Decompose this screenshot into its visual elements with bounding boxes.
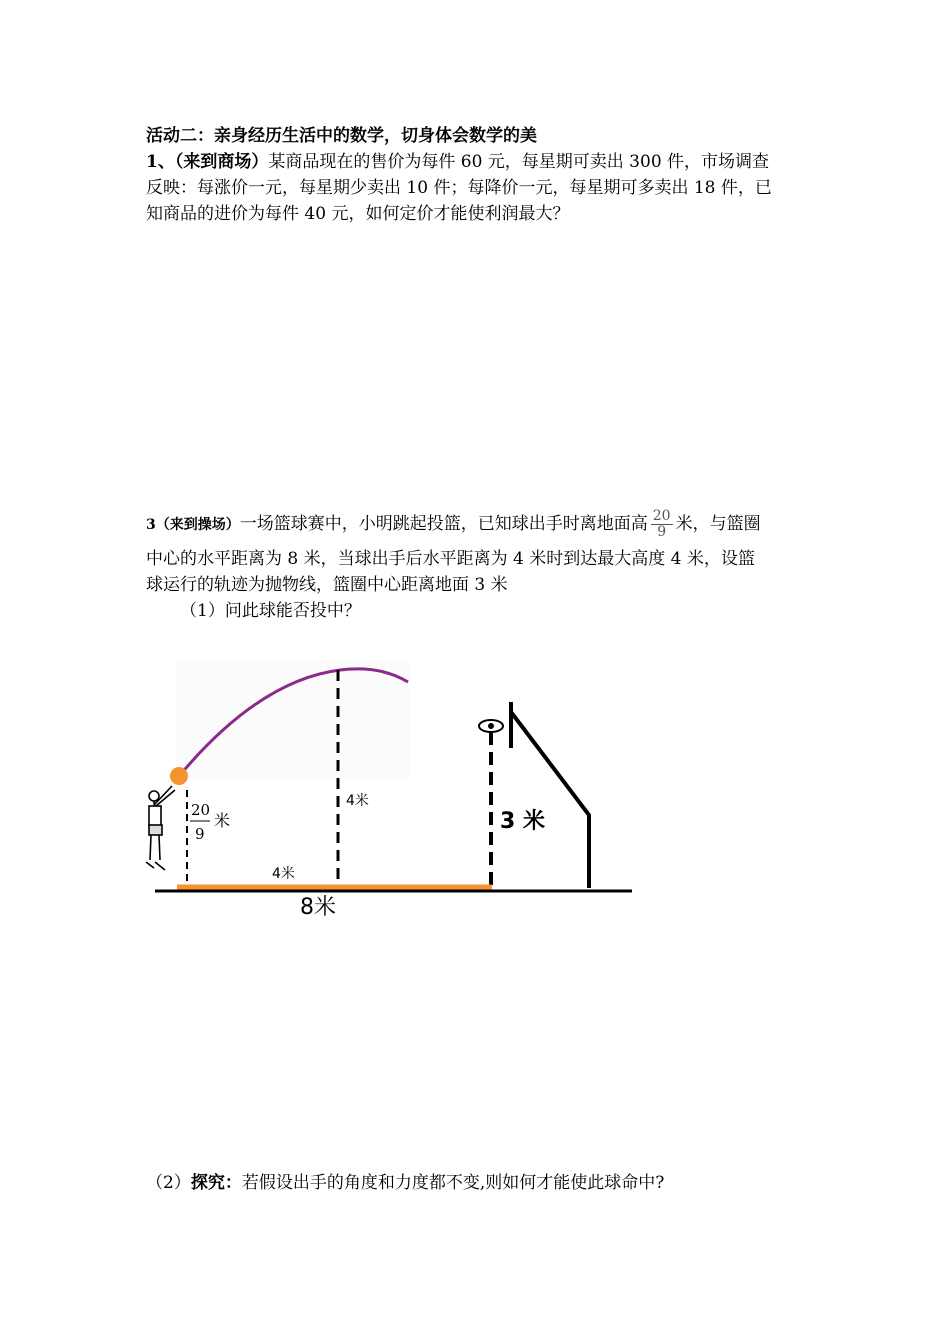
total-distance-label: 8米: [300, 895, 336, 920]
release-height-unit: 米: [214, 811, 231, 830]
part-2-prefix: （2）: [146, 1173, 191, 1193]
fraction-numerator: 20: [652, 508, 671, 524]
question-3-line-2: 中心的水平距离为 8 米，当球出手后水平距离为 4 米时到达最大高度 4 米，设篮: [146, 549, 755, 569]
question-3-text-1a: 一场篮球赛中，小明跳起投篮，已知球出手时离地面高: [239, 514, 648, 534]
question-3-line-3: 球运行的轨迹为抛物线，篮圈中心距离地面 3 米: [146, 575, 508, 595]
arc-background: [176, 660, 410, 778]
question-3-part-1: （1）问此球能否投中？: [180, 601, 361, 621]
question-1-line-3: 知商品的进价为每件 40 元，如何定价才能使利润最大？: [146, 204, 570, 224]
hoop-stand: [511, 702, 589, 888]
question-3-label: 3（来到操场）: [146, 517, 240, 533]
question-3-text-1b: 米，与篮圈: [675, 514, 761, 534]
part-2-text: 若假设出手的角度和力度都不变,则如何才能使此球命中?: [241, 1173, 665, 1193]
fraction-denominator: 9: [657, 524, 667, 540]
release-height-numerator: 20: [191, 801, 211, 819]
question-1-line-2: 反映：每涨价一元，每星期少卖出 10 件；每降价一元，每星期可多卖出 18 件，已: [146, 178, 772, 198]
question-3-part-2: [146, 1172, 664, 1194]
release-height-denominator: 9: [195, 825, 205, 843]
peak-height-label: 4米: [346, 793, 369, 809]
hoop-height-label: 3 米: [500, 809, 545, 834]
hoop-center-dot: [488, 723, 494, 729]
basketball-icon: [170, 767, 188, 785]
question-1-label: 1、（来到商场）: [146, 152, 269, 172]
half-distance-label: 4米: [272, 866, 295, 882]
player-icon: [146, 786, 175, 870]
question-1-text-1: 某商品现在的售价为每件 60 元，每星期可卖出 300 件，市场调查: [268, 152, 770, 172]
part-2-bold: 探究：: [190, 1173, 242, 1193]
activity-title: 活动二：亲身经历生活中的数学，切身体会数学的美: [146, 126, 537, 146]
